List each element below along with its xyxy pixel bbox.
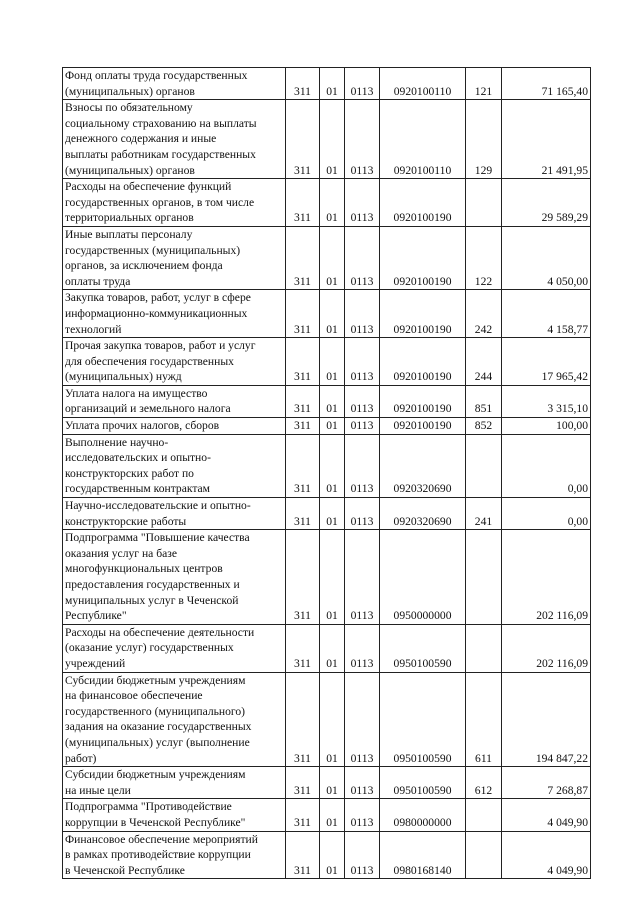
expense-name-line: выплаты работникам государственных bbox=[65, 147, 256, 161]
expense-type-cell: 612 bbox=[466, 767, 502, 799]
expense-type-cell bbox=[466, 624, 502, 672]
amount-cell: 0,00 bbox=[502, 434, 591, 497]
expense-type-cell: 242 bbox=[466, 290, 502, 338]
target-article-cell: 0980000000 bbox=[380, 799, 466, 831]
table-row bbox=[63, 338, 591, 386]
expense-type-cell: 241 bbox=[466, 498, 502, 530]
ved-code-cell: 311 bbox=[286, 434, 320, 497]
expense-name-line: (муниципальных) нужд bbox=[65, 370, 182, 384]
section-code-cell: 01 bbox=[320, 767, 345, 799]
expense-type-cell: 129 bbox=[466, 100, 502, 179]
subsection-code-cell: 0113 bbox=[345, 530, 380, 625]
expense-name-line: коррупции в Чеченской Республике" bbox=[65, 815, 246, 829]
expense-name-line: Иные выплаты персоналу bbox=[65, 227, 193, 241]
expense-type-cell bbox=[466, 434, 502, 497]
expense-name-line: оказания услуг на базе bbox=[65, 546, 177, 560]
expense-name-line: предоставления государственных и bbox=[65, 578, 240, 591]
amount-cell: 71 165,40 bbox=[502, 68, 591, 100]
subsection-code-cell: 0113 bbox=[345, 338, 380, 386]
expense-name-cell bbox=[63, 831, 286, 879]
subsection-code-cell: 0113 bbox=[345, 624, 380, 672]
section-code-cell: 01 bbox=[320, 226, 345, 289]
budget-table-body bbox=[63, 68, 591, 879]
amount-cell: 4 049,90 bbox=[502, 799, 591, 831]
expense-type-cell: 122 bbox=[466, 226, 502, 289]
subsection-code-cell: 0113 bbox=[345, 226, 380, 289]
subsection-code-cell: 0113 bbox=[345, 68, 380, 100]
expense-name-cell bbox=[63, 338, 286, 386]
expense-type-cell bbox=[466, 831, 502, 879]
amount-cell: 3 315,10 bbox=[502, 385, 591, 417]
table-row bbox=[63, 385, 591, 417]
table-row bbox=[63, 530, 591, 625]
expense-name-line: исследовательских и опытно- bbox=[65, 451, 211, 465]
expense-name-line: на финансовое обеспечение bbox=[65, 689, 203, 703]
table-row bbox=[63, 100, 591, 179]
expense-name-line: государственных органов, в том числе bbox=[65, 195, 255, 209]
target-article-cell: 0920100190 bbox=[380, 179, 466, 227]
section-code-cell: 01 bbox=[320, 385, 345, 417]
ved-code-cell: 311 bbox=[286, 799, 320, 831]
subsection-code-cell: 0113 bbox=[345, 434, 380, 497]
expense-name-cell bbox=[63, 624, 286, 672]
section-code-cell: 01 bbox=[320, 530, 345, 625]
subsection-code-cell: 0113 bbox=[345, 767, 380, 799]
expense-name-cell bbox=[63, 767, 286, 799]
ved-code-cell: 311 bbox=[286, 290, 320, 338]
table-row bbox=[63, 226, 591, 289]
section-code-cell: 01 bbox=[320, 338, 345, 386]
target-article-cell: 0920100110 bbox=[380, 100, 466, 179]
subsection-code-cell: 0113 bbox=[345, 498, 380, 530]
expense-name-line: Финансовое обеспечение мероприятий bbox=[65, 832, 258, 846]
target-article-cell: 0920320690 bbox=[380, 434, 466, 497]
ved-code-cell: 311 bbox=[286, 68, 320, 100]
expense-name-line: Выполнение научно- bbox=[65, 435, 169, 449]
ved-code-cell: 311 bbox=[286, 385, 320, 417]
expense-type-cell: 852 bbox=[466, 418, 502, 435]
target-article-cell: 0950100590 bbox=[380, 672, 466, 767]
subsection-code-cell: 0113 bbox=[345, 831, 380, 879]
expense-name-line: для обеспечения государственных bbox=[65, 354, 234, 368]
amount-cell: 100,00 bbox=[502, 418, 591, 435]
expense-name-line: в Чеченской Республике bbox=[65, 863, 185, 877]
expense-name-cell bbox=[63, 385, 286, 417]
expense-name-cell bbox=[63, 290, 286, 338]
expense-name-line: Уплата прочих налогов, сборов bbox=[65, 419, 220, 433]
section-code-cell: 01 bbox=[320, 624, 345, 672]
ved-code-cell: 311 bbox=[286, 179, 320, 227]
expense-name-cell bbox=[63, 100, 286, 179]
ved-code-cell: 311 bbox=[286, 338, 320, 386]
expense-name-line: денежного содержания и иные bbox=[65, 132, 217, 146]
ved-code-cell: 311 bbox=[286, 672, 320, 767]
target-article-cell: 0950100590 bbox=[380, 624, 466, 672]
target-article-cell: 0980168140 bbox=[380, 831, 466, 879]
section-code-cell: 01 bbox=[320, 498, 345, 530]
subsection-code-cell: 0113 bbox=[345, 290, 380, 338]
target-article-cell: 0920320690 bbox=[380, 498, 466, 530]
amount-cell: 4 158,77 bbox=[502, 290, 591, 338]
ved-code-cell: 311 bbox=[286, 624, 320, 672]
expense-name-line: учреждений bbox=[65, 656, 126, 670]
expense-type-cell: 121 bbox=[466, 68, 502, 100]
section-code-cell: 01 bbox=[320, 434, 345, 497]
expense-name-line: в рамках противодействие коррупции bbox=[65, 848, 251, 862]
target-article-cell: 0920100190 bbox=[380, 418, 466, 435]
expense-name-line: органов, за исключением фонда bbox=[65, 259, 223, 273]
target-article-cell: 0920100110 bbox=[380, 68, 466, 100]
expense-name-line: (муниципальных) органов bbox=[65, 163, 195, 177]
amount-cell: 17 965,42 bbox=[502, 338, 591, 386]
subsection-code-cell: 0113 bbox=[345, 418, 380, 435]
expense-name-line: Расходы на обеспечение деятельности bbox=[65, 625, 255, 639]
amount-cell: 4 050,00 bbox=[502, 226, 591, 289]
expense-name-line: Прочая закупка товаров, работ и услуг bbox=[65, 339, 256, 353]
expense-name-cell bbox=[63, 530, 286, 625]
expense-name-line: Подпрограмма "Повышение качества bbox=[65, 531, 250, 545]
expense-name-line: (оказание услуг) государственных bbox=[65, 641, 234, 655]
section-code-cell: 01 bbox=[320, 100, 345, 179]
expense-name-line: Субсидии бюджетным учреждениям bbox=[65, 673, 246, 687]
subsection-code-cell: 0113 bbox=[345, 799, 380, 831]
expense-name-line: Закупка товаров, работ, услуг в сфере bbox=[65, 291, 251, 305]
table-row bbox=[63, 290, 591, 338]
expense-type-cell: 611 bbox=[466, 672, 502, 767]
table-row bbox=[63, 624, 591, 672]
section-code-cell: 01 bbox=[320, 831, 345, 879]
expense-name-line: на иные цели bbox=[65, 783, 131, 797]
expense-name-cell bbox=[63, 68, 286, 100]
table-row bbox=[63, 831, 591, 879]
expense-name-line: социальному страхованию на выплаты bbox=[65, 116, 257, 130]
expense-name-line: Взносы по обязательному bbox=[65, 101, 193, 115]
target-article-cell: 0920100190 bbox=[380, 338, 466, 386]
expense-name-line: организаций и земельного налога bbox=[65, 402, 231, 416]
amount-cell: 21 491,95 bbox=[502, 100, 591, 179]
target-article-cell: 0920100190 bbox=[380, 385, 466, 417]
expense-name-line: территориальных органов bbox=[65, 211, 194, 225]
ved-code-cell: 311 bbox=[286, 530, 320, 625]
section-code-cell: 01 bbox=[320, 68, 345, 100]
amount-cell: 4 049,90 bbox=[502, 831, 591, 879]
subsection-code-cell: 0113 bbox=[345, 179, 380, 227]
amount-cell: 29 589,29 bbox=[502, 179, 591, 227]
amount-cell: 202 116,09 bbox=[502, 530, 591, 625]
ved-code-cell: 311 bbox=[286, 418, 320, 435]
expense-name-line: оплаты труда bbox=[65, 274, 131, 288]
table-row bbox=[63, 179, 591, 227]
ved-code-cell: 311 bbox=[286, 767, 320, 799]
expense-name-line: государственным контрактам bbox=[65, 482, 211, 496]
expense-name-line: Фонд оплаты труда государственных bbox=[65, 69, 248, 82]
amount-cell: 194 847,22 bbox=[502, 672, 591, 767]
expense-name-line: Уплата налога на имущество bbox=[65, 386, 208, 400]
table-row bbox=[63, 767, 591, 799]
expense-name-line: (муниципальных) органов bbox=[65, 84, 195, 98]
expense-type-cell: 851 bbox=[466, 385, 502, 417]
expense-name-line: задания на оказание государственных bbox=[65, 720, 252, 734]
ved-code-cell: 311 bbox=[286, 100, 320, 179]
expense-name-line: муниципальных услуг в Чеченской bbox=[65, 593, 239, 607]
expense-name-cell bbox=[63, 799, 286, 831]
expense-name-line: многофункциональных центров bbox=[65, 562, 223, 576]
section-code-cell: 01 bbox=[320, 799, 345, 831]
section-code-cell: 01 bbox=[320, 179, 345, 227]
ved-code-cell: 311 bbox=[286, 498, 320, 530]
subsection-code-cell: 0113 bbox=[345, 100, 380, 179]
subsection-code-cell: 0113 bbox=[345, 385, 380, 417]
expense-type-cell bbox=[466, 179, 502, 227]
target-article-cell: 0950000000 bbox=[380, 530, 466, 625]
expense-name-line: информационно-коммуникационных bbox=[65, 306, 248, 320]
expense-name-line: Республике" bbox=[65, 609, 127, 623]
expense-type-cell bbox=[466, 530, 502, 625]
ved-code-cell: 311 bbox=[286, 831, 320, 879]
table-row bbox=[63, 418, 591, 435]
expense-name-line: (муниципальных) услуг (выполнение bbox=[65, 735, 250, 749]
expense-name-line: государственных (муниципальных) bbox=[65, 243, 241, 257]
amount-cell: 7 268,87 bbox=[502, 767, 591, 799]
section-code-cell: 01 bbox=[320, 290, 345, 338]
expense-type-cell: 244 bbox=[466, 338, 502, 386]
section-code-cell: 01 bbox=[320, 418, 345, 435]
expense-name-cell bbox=[63, 434, 286, 497]
amount-cell: 202 116,09 bbox=[502, 624, 591, 672]
section-code-cell: 01 bbox=[320, 672, 345, 767]
expense-name-cell bbox=[63, 418, 286, 435]
target-article-cell: 0920100190 bbox=[380, 290, 466, 338]
table-row bbox=[63, 68, 591, 100]
expense-name-line: Научно-исследовательские и опытно- bbox=[65, 499, 251, 513]
expense-name-line: конструкторские работы bbox=[65, 514, 187, 528]
expense-name-line: государственного (муниципального) bbox=[65, 704, 246, 718]
expense-name-line: работ) bbox=[65, 751, 97, 765]
target-article-cell: 0920100190 bbox=[380, 226, 466, 289]
target-article-cell: 0950100590 bbox=[380, 767, 466, 799]
table-row bbox=[63, 434, 591, 497]
table-row bbox=[63, 799, 591, 831]
table-row bbox=[63, 498, 591, 530]
table-row bbox=[63, 672, 591, 767]
ved-code-cell: 311 bbox=[286, 226, 320, 289]
amount-cell: 0,00 bbox=[502, 498, 591, 530]
document-page bbox=[62, 67, 591, 879]
expense-name-cell bbox=[63, 672, 286, 767]
expense-name-cell bbox=[63, 226, 286, 289]
expense-name-line: Подпрограмма "Противодействие bbox=[65, 800, 232, 814]
expense-name-line: Субсидии бюджетным учреждениям bbox=[65, 768, 246, 782]
expense-name-cell bbox=[63, 498, 286, 530]
expense-type-cell bbox=[466, 799, 502, 831]
expense-name-cell bbox=[63, 179, 286, 227]
expense-name-line: конструкторских работ по bbox=[65, 466, 194, 480]
expense-name-line: технологий bbox=[65, 322, 122, 336]
subsection-code-cell: 0113 bbox=[345, 672, 380, 767]
expense-name-line: Расходы на обеспечение функций bbox=[65, 180, 232, 194]
budget-table bbox=[62, 67, 591, 879]
